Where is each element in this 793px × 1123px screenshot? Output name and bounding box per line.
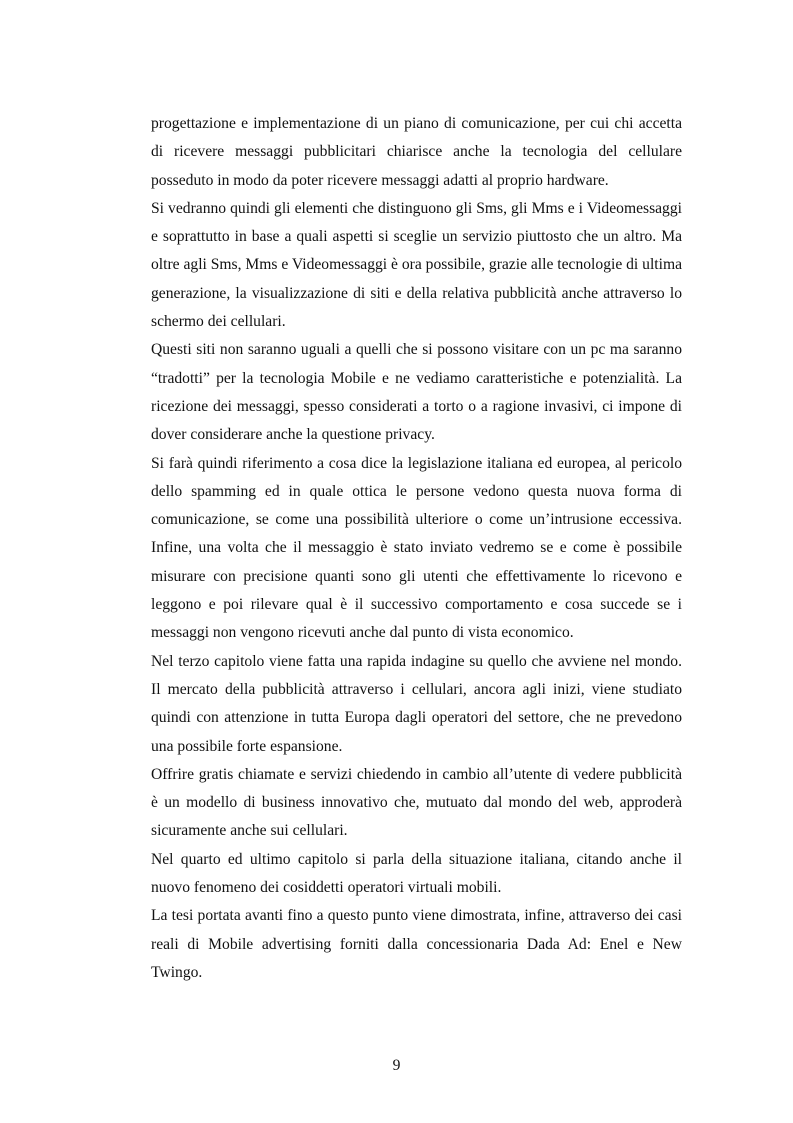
paragraph: Nel terzo capitolo viene fatta una rapida indagine su quello che avviene nel mondo. Il mercato della pubblicità attraverso i cellulari, ancora agli inizi, viene studiato quindi con attenzione in tutta Europa dagli operatori del settore, che ne prevedono una possibile forte espansione. (151, 652, 682, 755)
paragraph: Questi siti non saranno uguali a quelli che si possono visitare con un pc ma saranno “tradotti” per la tecnologia Mobile e ne vediamo caratteristiche e potenzialità. La ricezione dei messaggi, spesso considerati a torto o a ragione invasivi, ci impone di dover considerare anche la questione privacy. (151, 341, 682, 444)
paragraph: Si farà quindi riferimento a cosa dice la legislazione italiana ed europea, al pericolo dello spamming ed in quale ottica le persone vedono questa nuova forma di comunicazione, se come una possibilità ulteriore o come un’intrusione eccessiva. Infine, una volta che il messaggio è stato inviato vedremo se e come è possibile misurare con precisione quanti sono gli utenti che effettivamente lo ricevono e leggono e poi rilevare qual è il successivo comportamento e cosa succede se i messaggi non vengono ricevuti anche dal punto di vista economico. (151, 454, 682, 642)
paragraph: Nel quarto ed ultimo capitolo si parla della situazione italiana, citando anche il nuovo fenomeno dei cosiddetti operatori virtuali mobili. (151, 850, 682, 897)
page-number: 9 (392, 1057, 401, 1074)
body-text (151, 110, 682, 987)
paragraph: progettazione e implementazione di un piano di comunicazione, per cui chi accetta di ricevere messaggi pubblicitari chiarisce anche la tecnologia del cellulare posseduto in modo da poter ricevere messaggi adatti al proprio hardware. (151, 115, 682, 189)
paragraph: Offrire gratis chiamate e servizi chiedendo in cambio all’utente di vedere pubblicità è un modello di business innovativo che, mutuato dal mondo del web, approderà sicuramente anche sui cellulari. (151, 765, 682, 840)
paragraph: Si vedranno quindi gli elementi che distinguono gli Sms, gli Mms e i Videomessaggi e soprattutto in base a quali aspetti si sceglie un servizio piuttosto che un altro. Ma oltre agli Sms, Mms e Videomessaggi è ora possibile, grazie alle tecnologie di ultima generazione, la visualizzazione di siti e della relativa pubblicità anche attraverso lo schermo dei cellulari. (151, 199, 683, 331)
paragraph: La tesi portata avanti fino a questo punto viene dimostrata, infine, attraverso dei casi reali di Mobile advertising forniti dalla concessionaria Dada Ad: Enel e New Twingo. (151, 907, 682, 981)
